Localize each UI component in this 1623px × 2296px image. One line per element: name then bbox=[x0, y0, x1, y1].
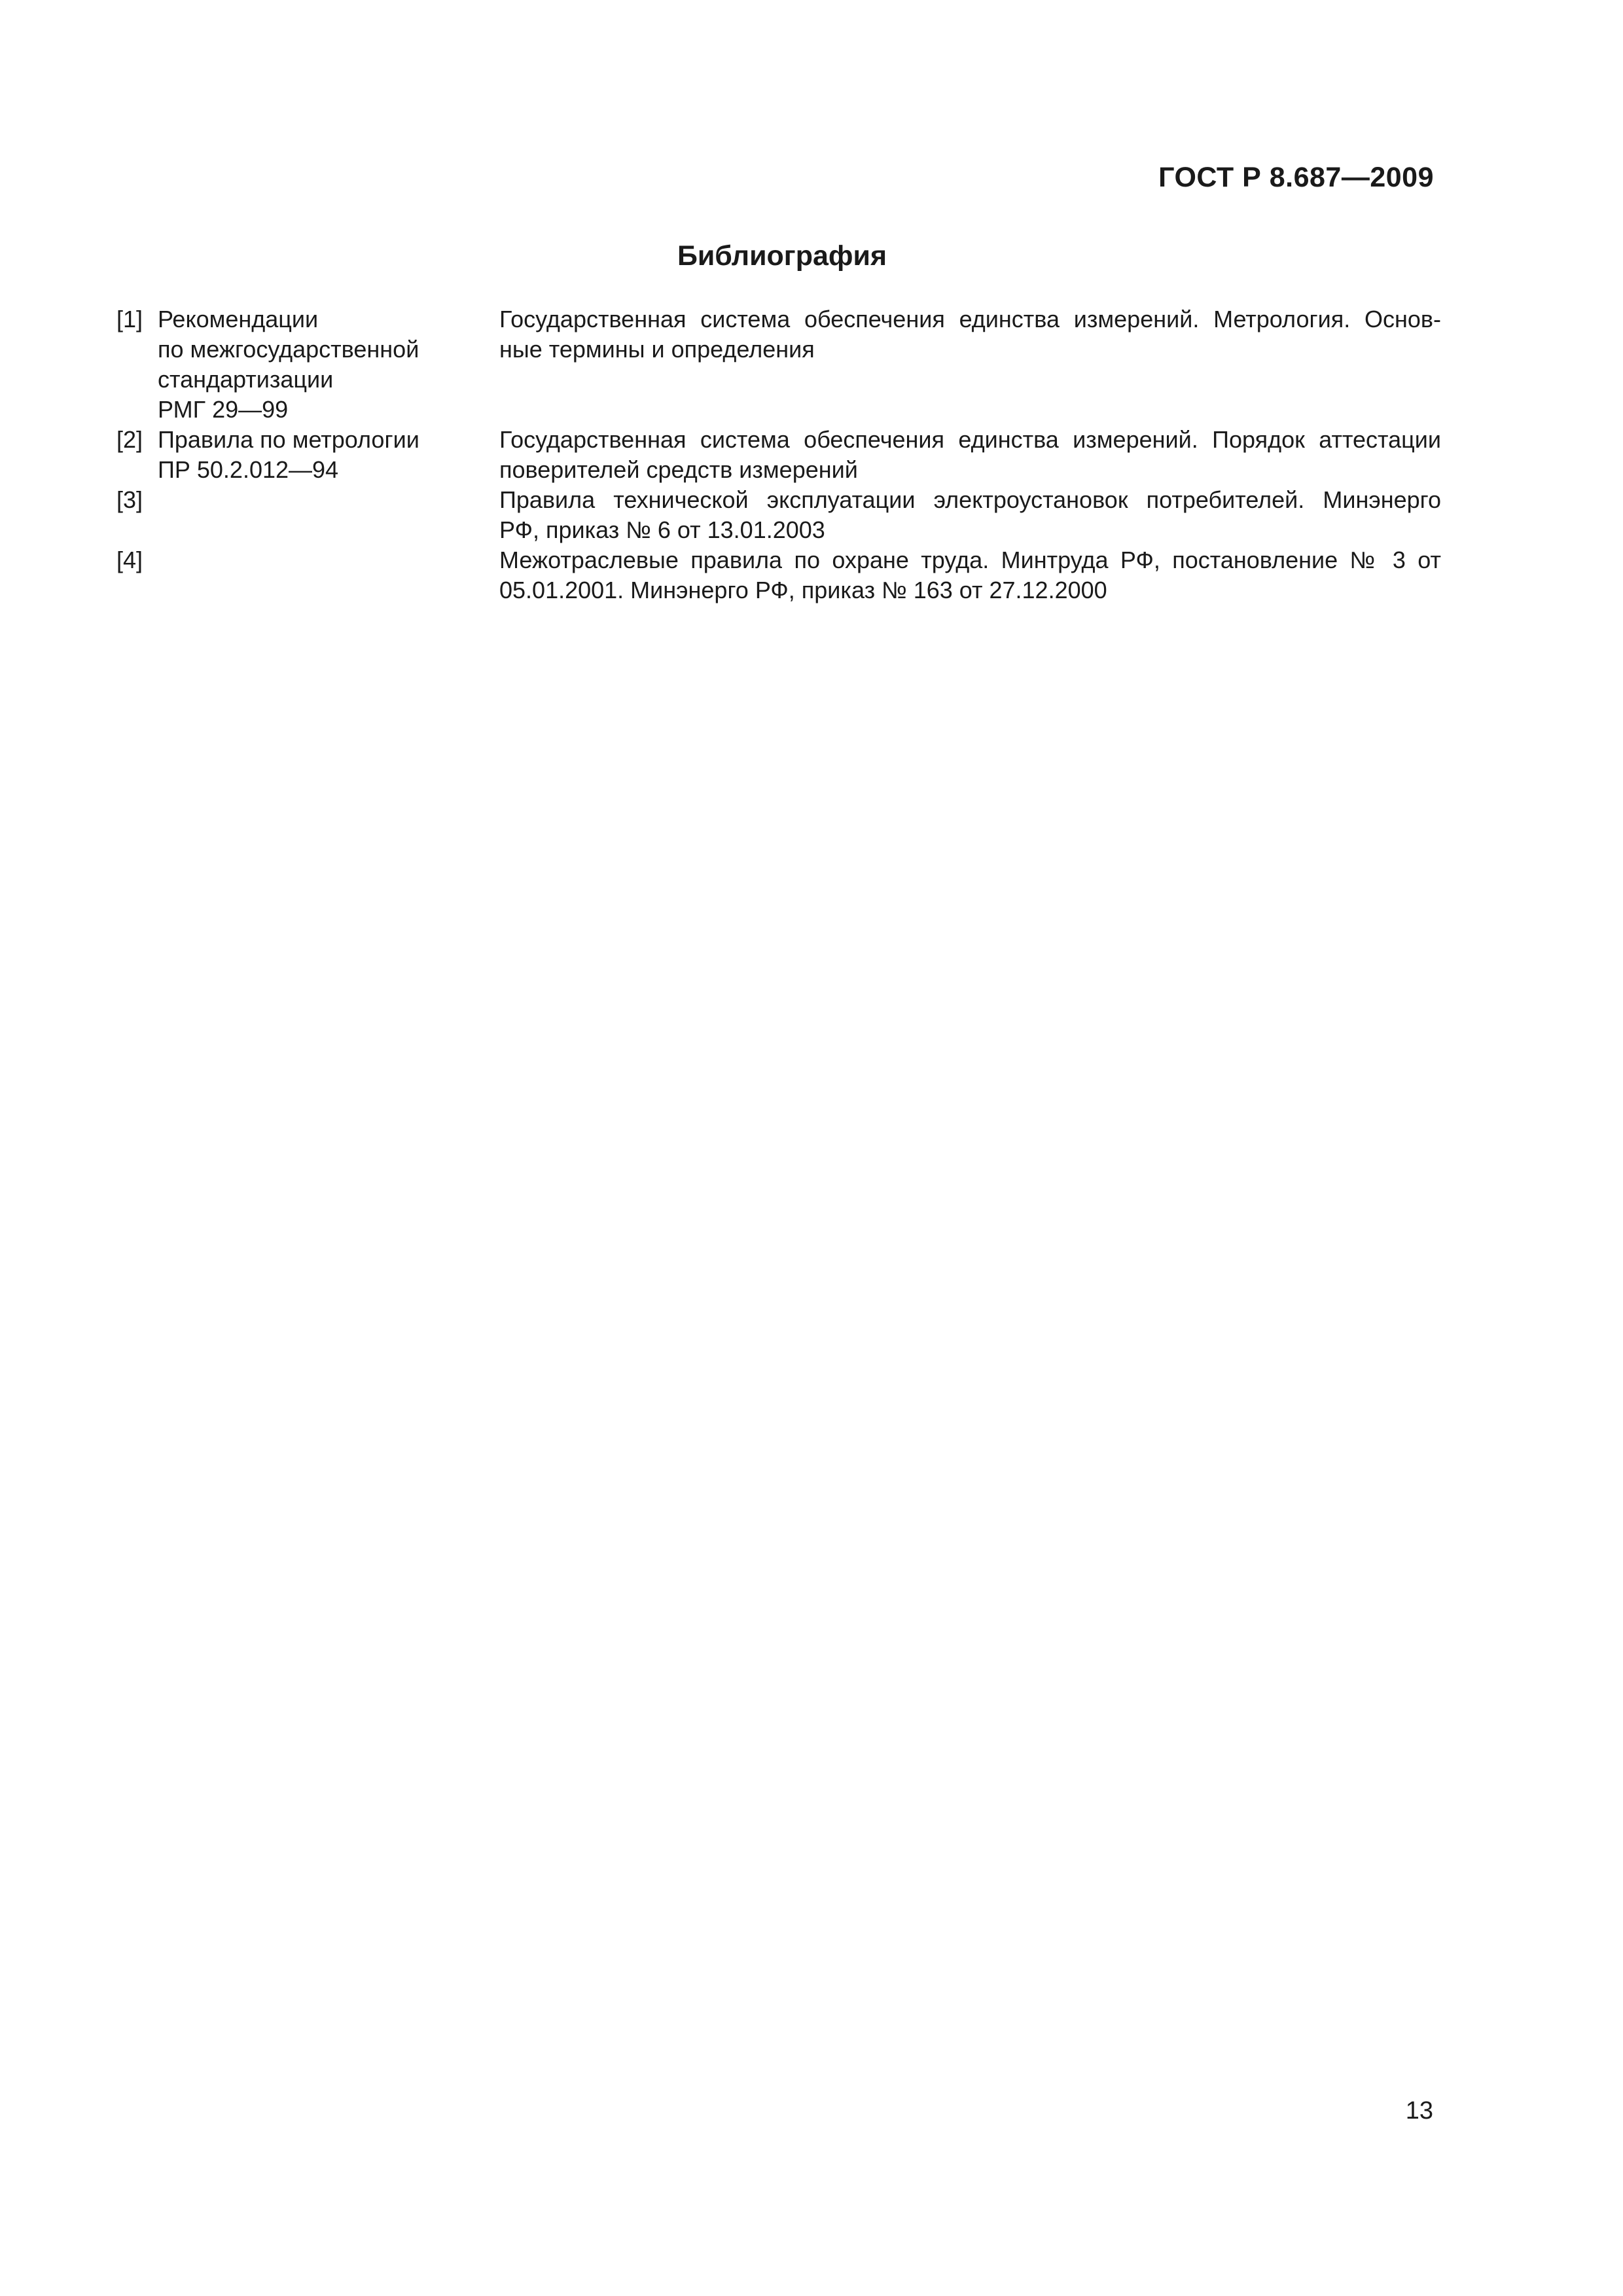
entry-source-line: стандартизации bbox=[158, 366, 334, 393]
entry-title bbox=[499, 425, 1441, 485]
entry-source bbox=[158, 545, 499, 605]
entry-source-line: Рекомендации bbox=[158, 306, 319, 332]
entry-title-line: Государственная система обеспечения единства измерений. Порядок аттестации bbox=[499, 426, 1441, 453]
bibliography-entry-4 bbox=[116, 545, 1441, 605]
page-number: 13 bbox=[1405, 2097, 1433, 2125]
entry-title-line: Межотраслевые правила по охране труда. Минтруда РФ, постановление № 3 от bbox=[499, 547, 1441, 573]
entry-number: [2] bbox=[116, 426, 143, 453]
entry-title-line: поверителей средств измерений bbox=[499, 456, 858, 483]
entry-title-line: 05.01.2001. Минэнерго РФ, приказ № 163 от 27.12.2000 bbox=[499, 577, 1107, 603]
entry-source bbox=[158, 304, 499, 425]
entry-source bbox=[158, 485, 499, 545]
bibliography-entry-2 bbox=[116, 425, 1441, 485]
entry-source-line: РМГ 29—99 bbox=[158, 396, 289, 423]
entry-title-line: Правила технической эксплуатации электроустановок потребителей. Минэнерго bbox=[499, 486, 1441, 513]
entry-title bbox=[499, 304, 1441, 425]
bibliography-entry-3 bbox=[116, 485, 1441, 545]
entry-title bbox=[499, 545, 1441, 605]
entry-source-line: по межгосударственной bbox=[158, 336, 419, 363]
entry-title-line: ные термины и определения bbox=[499, 336, 815, 363]
entry-title bbox=[499, 485, 1441, 545]
entry-number: [3] bbox=[116, 486, 143, 513]
entry-source-line: ПР 50.2.012—94 bbox=[158, 456, 339, 483]
bibliography-entry-1 bbox=[116, 304, 1441, 425]
entry-number: [4] bbox=[116, 547, 143, 573]
entry-title-line: РФ, приказ № 6 от 13.01.2003 bbox=[499, 516, 825, 543]
entry-source bbox=[158, 425, 499, 485]
entry-source-line: Правила по метрологии bbox=[158, 426, 419, 453]
section-title: Библиография bbox=[677, 240, 887, 272]
entry-title-line: Государственная система обеспечения единства измерений. Метрология. Основ- bbox=[499, 306, 1441, 332]
bibliography-list bbox=[116, 304, 1441, 605]
document-code: ГОСТ Р 8.687—2009 bbox=[1158, 162, 1434, 193]
entry-number: [1] bbox=[116, 306, 143, 332]
